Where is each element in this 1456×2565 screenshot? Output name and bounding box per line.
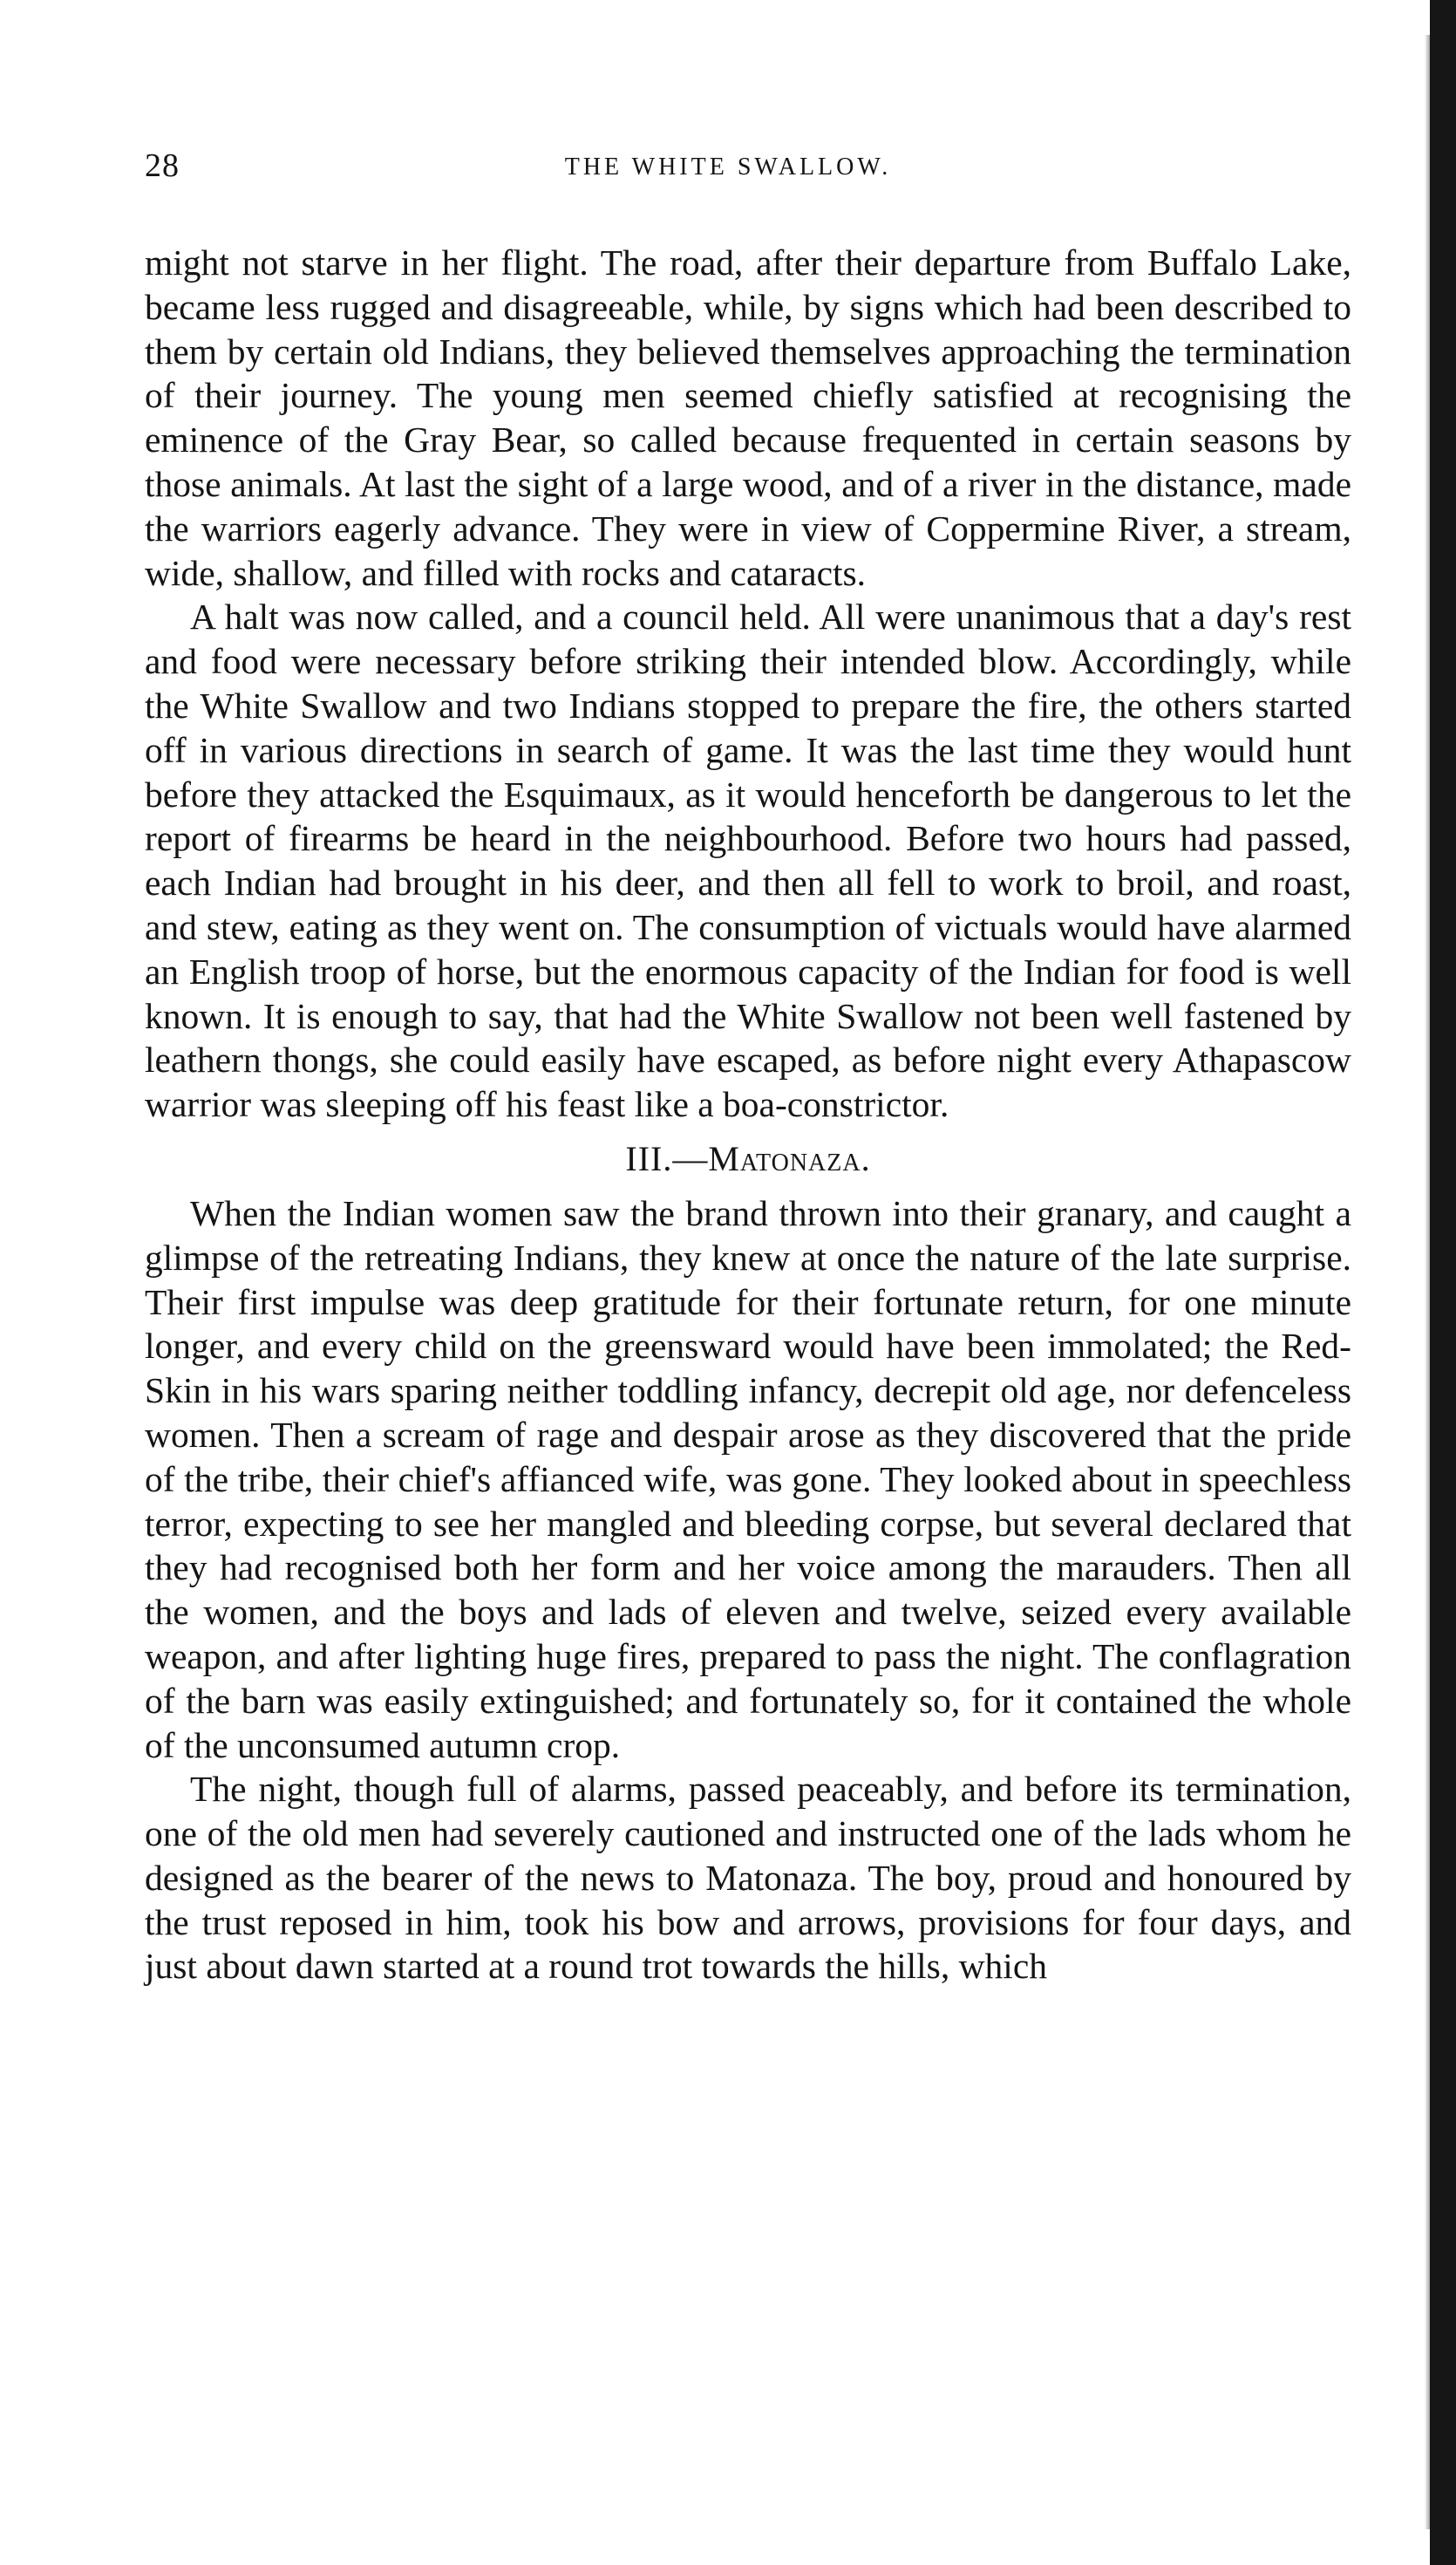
paragraph: When the Indian women saw the brand thrown into their granary, and caught a glimpse of the retreating Indians, they knew at once the nature of the late surprise. Their first impulse was deep gratitude for their fortunate return, for one minute longer, and every child on the greensward would have been immolated; the Red-Skin in his wars sparing neither toddling infancy, decrepit old age, nor defenceless women. Then a scream of rage and despair arose as they discovered that the pride of the tribe, their chief's affianced wife, was gone. They looked about in speechless terror, expecting to see her mangled and bleeding corpse, but several declared that they had recognised both her form and her voice among the marauders. Then all the women, and the boys and lads of eleven and twelve, seized every available weapon, and after lighting huge fires, prepared to pass the night. The conflagration of the barn was easily extinguished; and fortunately so, for it contained the whole of the unconsumed autumn crop. (145, 1192, 1351, 1765)
paragraph: might not starve in her flight. The road, after their departure from Buffalo Lake, became less rugged and disagreeable, while, by signs which had been described to them by certain old Indians, they believed themselves approaching the termination of their journey. The young men seemed chiefly satisfied at recognising the eminence of the Gray Bear, so called because frequented in certain seasons by those animals. At last the sight of a large wood, and of a river in the distance, made the warriors eagerly advance. They were in view of Coppermine River, a stream, wide, shallow, and filled with rocks and cataracts. (145, 242, 1351, 593)
page-number: 28 (145, 147, 180, 184)
paragraph: A halt was now called, and a council held. All were unanimous that a day's rest and food were necessary before striking their intended blow. Accordingly, while the White Swallow and two Indians stopped to prepare the fire, the others started off in various directions in search of game. It was the last time they would hunt before they attacked the Esquimaux, as it would henceforth be dangerous to let the report of firearms be heard in the neighbourhood. Before two hours had passed, each Indian had brought in his deer, and then all fell to work to broil, and roast, and stew, eating as they went on. The consumption of victuals would have alarmed an English troop of horse, but the enormous capacity of the Indian for food is well known. It is enough to say, that had the White Swallow not been well fastened by leathern thongs, she could easily have escaped, as before night every Athapascow warrior was sleeping off his feast like a boa-constrictor. (145, 597, 1351, 1125)
running-title: THE WHITE SWALLOW. (564, 153, 892, 181)
paragraph: The night, though full of alarms, passed peaceably, and before its termination, one of the old men had severely cautioned and instructed one of the lads whom he designed as the bearer of the news to Matonaza. The boy, proud and honoured by the trust reposed in him, took his bow and arrows, provisions for four days, and just about dawn started at a round trot towards the hills, which (145, 1769, 1351, 1987)
text-block (145, 241, 1351, 1989)
page-edge-bar (1430, 0, 1456, 2565)
section-heading: III.—Matonaza. (625, 1138, 871, 1178)
